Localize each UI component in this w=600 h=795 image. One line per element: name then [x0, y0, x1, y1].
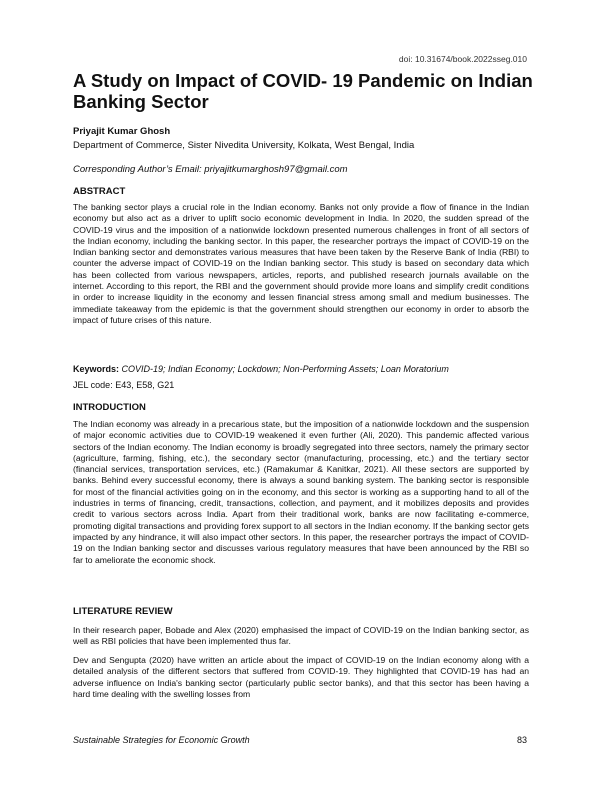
literature-paragraph-1: In their research paper, Bobade and Alex (2020) emphasised the impact of COVID-19 on the Indian banking sector, as well as RBI policies that have been implemented thus far. [73, 625, 529, 647]
keywords-label: Keywords: [73, 364, 120, 374]
abstract-text: The banking sector plays a crucial role in the Indian economy. Banks not only provide a flow of finance in the Indian economy but also act as a driver to uplift socio economic development in India. In 2020, the sudden spread of the COVID-19 virus and the imposition of a nationwide lockdown presented numerous challenges in front of all sectors of the Indian economy, including the banking sector. In this paper, the researcher portrays the impact of COVID-19 on the Indian banking sector and demonstrates various measures that have been taken by the Reserve Bank of India (RBI) to counter the adverse impact of COVID-19 on the Indian banking sector. This study is based on secondary data which has been collected from various newspapers, articles, reports, and published research journals available on the internet. According to this report, the RBI and the government should provide more loans and simplify credit conditions in order to increase liquidity in the economy and lessen financial stress among small and medium businesses. The immediate takeaway from the epidemic is that the government should strengthen our economy in order to absorb the impact of future crises of this nature. [73, 202, 529, 325]
introduction-heading: INTRODUCTION [73, 402, 146, 413]
introduction-text: The Indian economy was already in a precarious state, but the imposition of a nationwide lockdown and the suspension of major economic activities due to COVID-19 weakened it even further (Ali, 2020). This pandemic affected various sectors of the Indian economy. The Indian economy is broadly segregated into three sectors, namely the primary sector (agriculture, farming, fishing, etc.), the secondary sector (manufacturing, processing, etc.) and the tertiary sector (financial services, transportation services, etc.) (Ramakumar & Kanitkar, 2021). All these sectors are supported by banks. Behind every successful economy, there is always a sound banking system. The banking sector is responsible for most of the financial activities going on in the economy, and this sector is working as a supporting hand to all of the industries in terms of financing, credit, transactions, collection, and payment, and it mobilizes deposits and provides credit to various sectors across India. Apart from their traditional work, banks are now facilitating e-commerce, promoting digital transactions and providing forex support to all sectors in the Indian economy. If the banking sector gets impacted by any hindrance, it will also impact other sectors. In this paper, the researcher portrays the impact of COVID-19 on the Indian banking sector and discusses various regulatory measures that have been announced by the RBI so far to ameliorate the economic shock. [73, 419, 529, 565]
doi-reference: doi: 10.31674/book.2022sseg.010 [398, 54, 527, 64]
literature-paragraph-2: Dev and Sengupta (2020) have written an article about the impact of COVID-19 on the Indian economy along with a detailed analysis of the different sectors that suffered from COVID-19. They highlighted that COVID-19 has had an adverse influence on India's banking sector (particularly public sector banks), and that this sector has been having a hard time dealing with the swelling losses from [73, 655, 529, 699]
paper-title: A Study on Impact of COVID- 19 Pandemic on Indian Banking Sector [73, 70, 533, 112]
jel-codes: JEL code: E43, E58, G21 [73, 380, 175, 390]
keywords-line [73, 364, 529, 374]
abstract-heading: ABSTRACT [73, 186, 126, 197]
book-title-footer: Sustainable Strategies for Economic Growth [73, 735, 250, 745]
keywords-list: COVID-19; Indian Economy; Lockdown; Non-Performing Assets; Loan Moratorium [121, 364, 449, 374]
author-name: Priyajit Kumar Ghosh [73, 126, 171, 137]
page-number: 83 [516, 735, 527, 745]
corresponding-email: Corresponding Author’s Email: priyajitkumarghosh97@gmail.com [73, 164, 348, 175]
author-affiliation: Department of Commerce, Sister Nivedita University, Kolkata, West Bengal, India [73, 140, 415, 151]
literature-review-heading: LITERATURE REVIEW [73, 606, 173, 617]
